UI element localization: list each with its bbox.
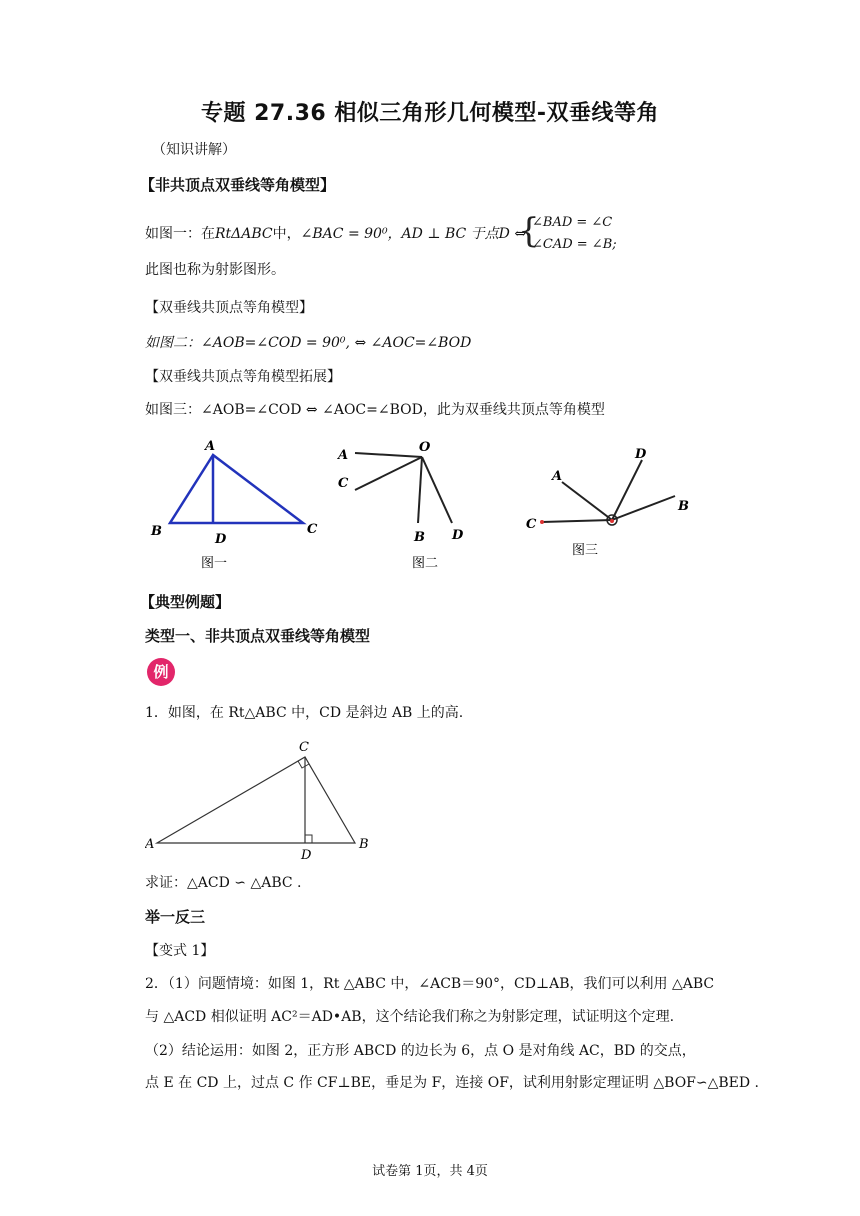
examples-heading: 【典型例题】 bbox=[140, 593, 231, 611]
fig3-label-b: B bbox=[678, 499, 689, 514]
figure-3-diagram bbox=[520, 440, 700, 570]
fig3-vertex-point bbox=[610, 519, 614, 523]
fig3-label-d: D bbox=[635, 447, 647, 462]
fig3-ray-oc bbox=[542, 520, 612, 522]
question-2-line-1: 2．（1）问题情境：如图 1，Rt △ABC 中，∠ACB＝90°，CD⊥AB，我们可以利用 △ABC bbox=[145, 976, 715, 992]
fig1-desc-triangle: RtΔABC bbox=[215, 226, 273, 242]
fig2-label-b: B bbox=[414, 530, 425, 545]
fig1-description bbox=[145, 224, 526, 244]
brace-line-2: ∠CAD = ∠B; bbox=[532, 237, 617, 252]
fig1-caption: 图一 bbox=[201, 556, 228, 571]
intro-label: （知识讲解） bbox=[152, 142, 236, 158]
q1-label-d: D bbox=[301, 848, 312, 863]
fig1-label-c: C bbox=[307, 522, 318, 537]
question-2-line-3: （2）结论运用：如图 2，正方形 ABCD 的边长为 6，点 O 是对角线 AC，BD 的交点， bbox=[145, 1043, 696, 1059]
q1-label-b: B bbox=[359, 837, 369, 852]
figure-1-diagram bbox=[145, 435, 335, 575]
fig3-caption: 图三 bbox=[572, 543, 599, 558]
fig2-label-o: O bbox=[419, 440, 431, 455]
q1-right-angle-d bbox=[305, 835, 312, 843]
section-heading-non-common-vertex: 【非共顶点双垂线等角模型】 bbox=[140, 176, 336, 194]
page-footer: 试卷第 1页，共 4页 bbox=[372, 1164, 488, 1179]
practice-heading: 举一反三 bbox=[145, 908, 206, 926]
fig3-ray-oa bbox=[562, 482, 612, 520]
fig2-label-c: C bbox=[338, 476, 349, 491]
q1-label-a: A bbox=[145, 837, 155, 852]
fig3-label-c: C bbox=[526, 517, 537, 532]
brace-conditions bbox=[532, 212, 617, 256]
fig2-label-a: A bbox=[338, 448, 349, 463]
question-2-line-2: 与 △ACD 相似证明 AC²＝AD•AB，这个结论我们称之为射影定理，试证明这个定理. bbox=[145, 1009, 675, 1025]
page-title: 专题 27.36 相似三角形几何模型-双垂线等角 bbox=[200, 101, 660, 126]
q1-label-c: C bbox=[299, 740, 309, 755]
example-badge: 例 bbox=[147, 658, 175, 686]
fig3-point-c bbox=[540, 520, 544, 524]
fig1-desc-angle: ∠BAC = 90⁰，AD ⊥ BC bbox=[300, 226, 467, 242]
q1-triangle bbox=[157, 757, 355, 843]
section-heading-common-vertex-extension: 【双垂线共顶点等角模型拓展】 bbox=[145, 369, 341, 385]
fig2-label-d: D bbox=[452, 528, 464, 543]
fig2-description: 如图二：∠AOB=∠COD = 90⁰, ⇔ ∠AOC=∠BOD bbox=[145, 335, 472, 351]
type1-heading: 类型一、非共顶点双垂线等角模型 bbox=[145, 627, 371, 645]
fig1-desc-suffix: 于点D ⇔ bbox=[466, 226, 527, 242]
brace-line-1: ∠BAD = ∠C bbox=[532, 215, 613, 230]
brace-symbol: { bbox=[518, 211, 540, 251]
fig1-triangle bbox=[170, 455, 303, 523]
fig1-label-b: B bbox=[151, 524, 162, 539]
fig3-description: 如图三：∠AOB=∠COD ⇔ ∠AOC=∠BOD，此为双垂线共顶点等角模型 bbox=[145, 402, 605, 418]
question-2-line-4: 点 E 在 CD 上，过点 C 作 CF⊥BE，垂足为 F，连接 OF，试利用射影定理证明 △BOF∽△BED . bbox=[145, 1075, 760, 1091]
fig1-desc-mid: 中， bbox=[272, 226, 301, 242]
fig1-desc-prefix: 如图一：在 bbox=[145, 226, 215, 242]
section-heading-common-vertex: 【双垂线共顶点等角模型】 bbox=[145, 300, 313, 316]
fig1-label-a: A bbox=[205, 439, 216, 454]
fig3-label-a: A bbox=[552, 469, 563, 484]
fig2-ray-oc bbox=[355, 457, 422, 490]
figure-2-diagram bbox=[330, 435, 480, 575]
question-1-diagram bbox=[145, 735, 385, 865]
fig2-ray-oa bbox=[355, 453, 422, 457]
fig2-ray-od bbox=[422, 457, 452, 523]
variant-label: 【变式 1】 bbox=[145, 943, 215, 959]
fig1-label-d: D bbox=[215, 532, 227, 547]
fig2-caption: 图二 bbox=[412, 556, 439, 571]
question-1-text: 1．如图，在 Rt△ABC 中，CD 是斜边 AB 上的高. bbox=[145, 705, 464, 721]
fig1-note: 此图也称为射影图形。 bbox=[145, 262, 285, 278]
question-1-prove: 求证：△ACD ∽ △ABC . bbox=[145, 875, 302, 891]
fig2-ray-ob bbox=[418, 457, 422, 523]
